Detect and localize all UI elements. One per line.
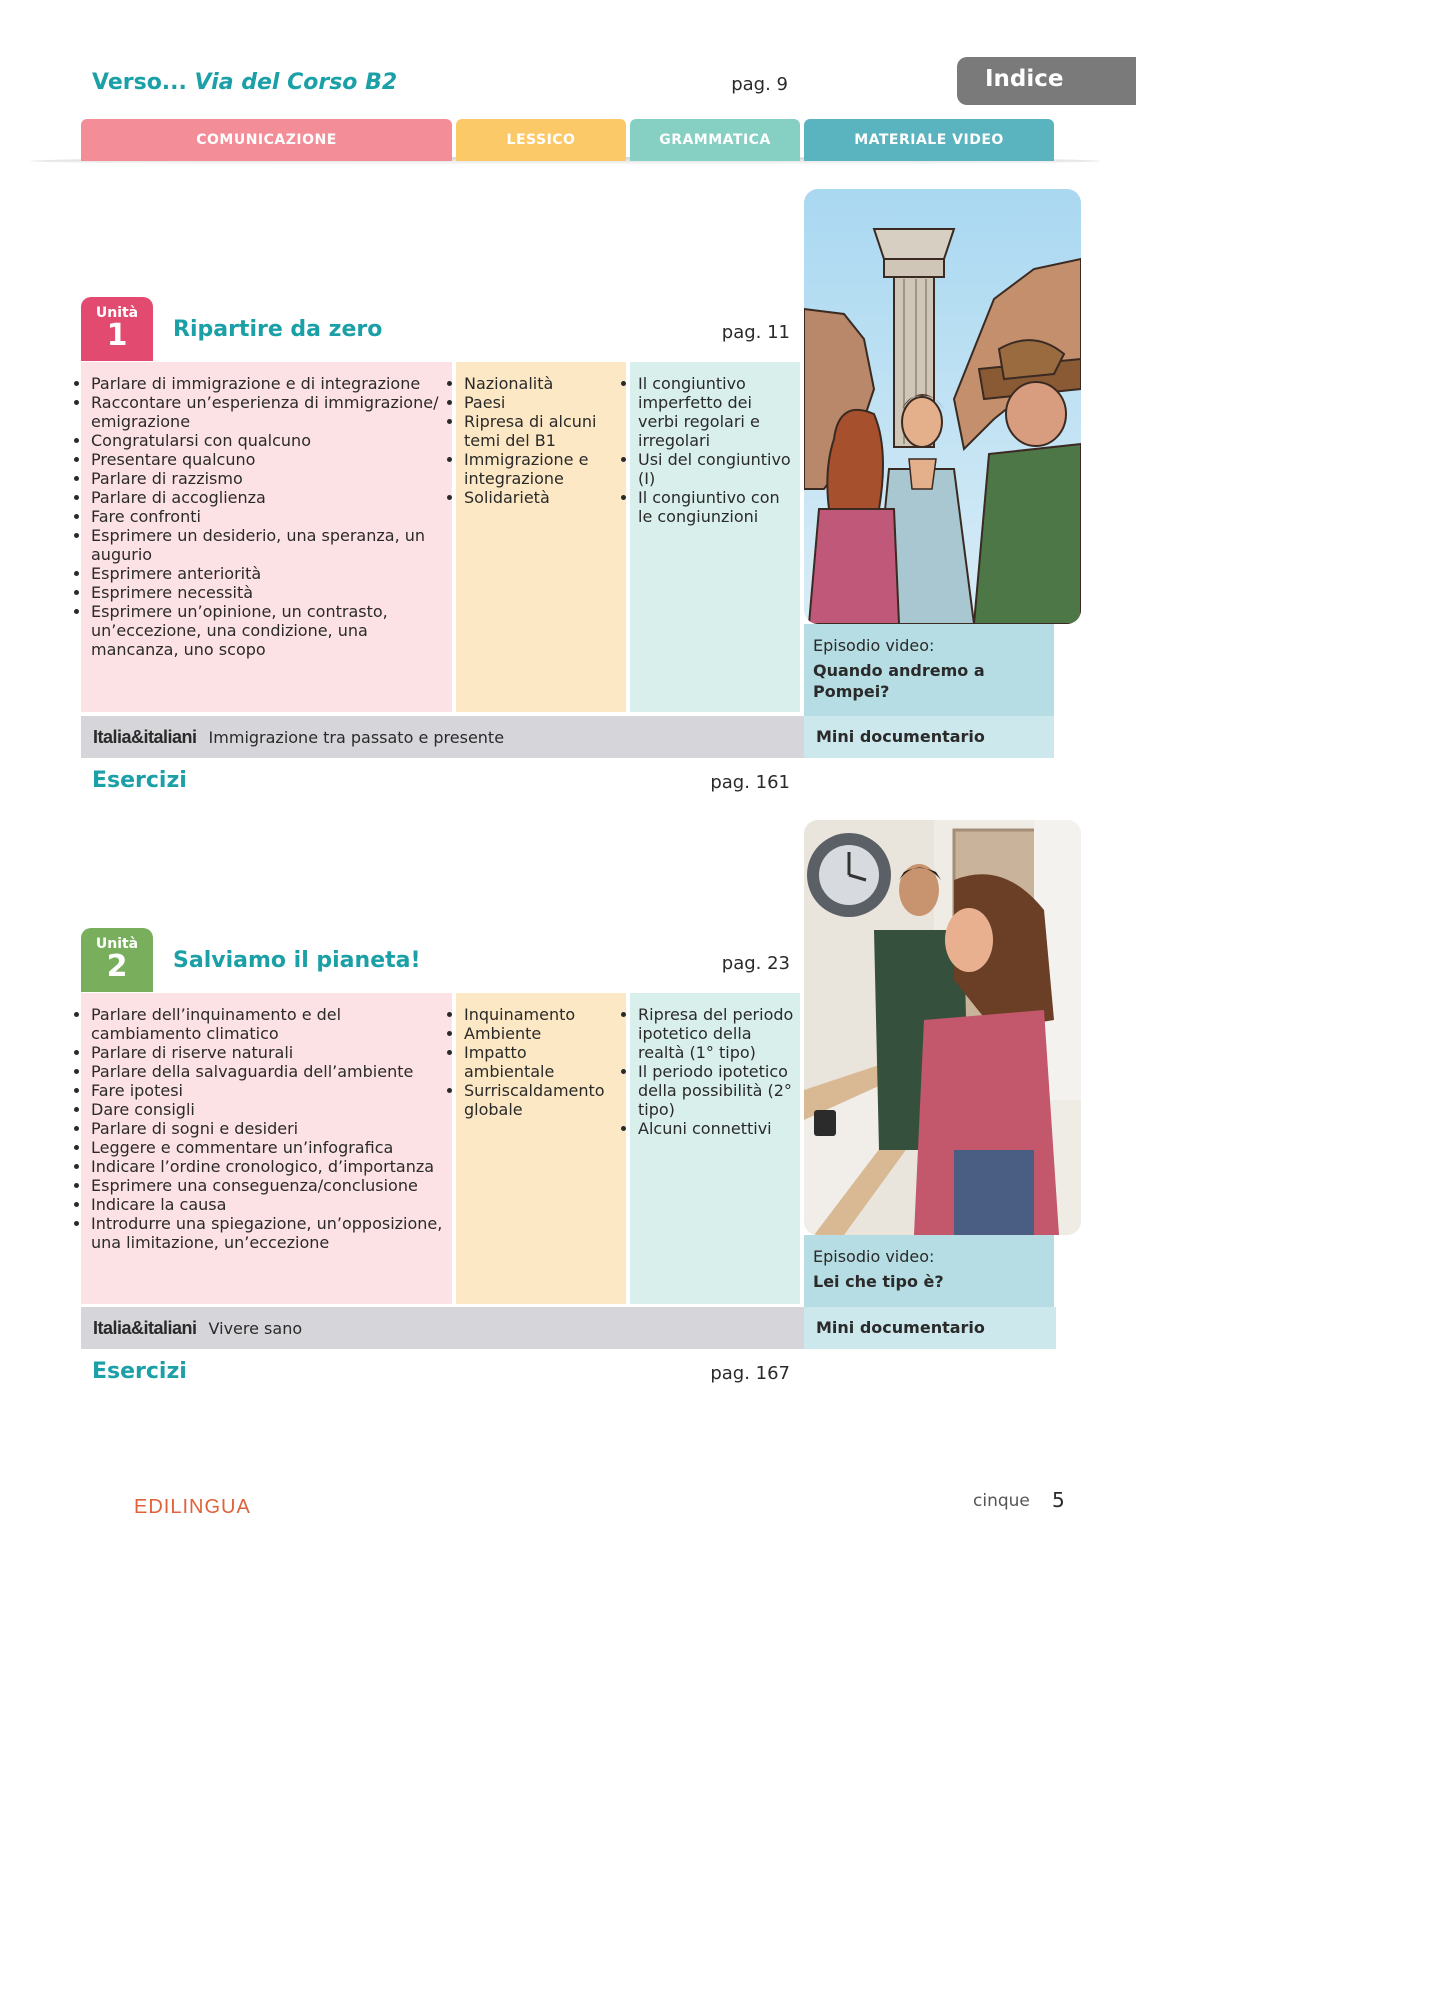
list-item: • Ambiente: [464, 1024, 622, 1043]
unit-page-ref: pag. 23: [721, 953, 790, 974]
unit-title[interactable]: Salviamo il pianeta!: [173, 948, 421, 973]
list-item: • Parlare dell’inquinamento e del cambiamento climatico: [91, 1005, 444, 1043]
video-episode-title[interactable]: Lei che tipo è?: [813, 1272, 944, 1291]
unit-label: Unità: [95, 936, 139, 952]
list-item: • Solidarietà: [464, 488, 622, 507]
esercizi-heading[interactable]: Esercizi: [92, 768, 187, 793]
esercizi-page-ref: pag. 161: [710, 772, 790, 793]
list-item: • Congratularsi con qualcuno: [91, 431, 444, 450]
unit-title[interactable]: Ripartire da zero: [173, 317, 383, 342]
italia-italiani-topic: Immigrazione tra passato e presente: [208, 727, 505, 747]
list-item: • Esprimere un’opinione, un contrasto, un’eccezione, una condizione, una mancanza, uno scopo: [91, 602, 444, 659]
list-item: • Esprimere un desiderio, una speranza, un augurio: [91, 526, 444, 564]
list-item: • Parlare di accoglienza: [91, 488, 444, 507]
page-number-word: cinque: [973, 1491, 1030, 1511]
comunicazione-list: [91, 374, 444, 659]
list-item: • Indicare l’ordine cronologico, d’importanza: [91, 1157, 444, 1176]
list-item: • Parlare di sogni e desideri: [91, 1119, 444, 1138]
header-page-ref: pag. 9: [731, 74, 788, 95]
list-item: • Il congiuntivo con le congiunzioni: [638, 488, 796, 526]
video-episode-box: [804, 624, 1054, 716]
list-item: • Esprimere anteriorità: [91, 564, 444, 583]
unit-page-ref: pag. 11: [721, 322, 790, 343]
list-item: • Il congiuntivo imperfetto dei verbi regolari e irregolari: [638, 374, 796, 450]
video-episode-label: Episodio video:: [813, 1247, 935, 1266]
list-item: • Usi del congiuntivo (I): [638, 450, 796, 488]
italia-italiani-topic: Vivere sano: [208, 1318, 303, 1338]
mini-documentario[interactable]: Mini documentario: [804, 716, 1054, 758]
lessico-list: [464, 374, 622, 507]
list-item: • Alcuni connettivi: [638, 1119, 796, 1138]
italia-italiani-brand: Italia&italiani: [93, 726, 197, 747]
list-item: • Immigrazione e integrazione: [464, 450, 622, 488]
column-header-lessico: LESSICO: [456, 119, 626, 161]
list-item: • Indicare la causa: [91, 1195, 444, 1214]
comic-illustration-svg: [804, 189, 1081, 624]
unit-badge: [81, 297, 153, 361]
unit-badge: [81, 928, 153, 992]
list-item: • Paesi: [464, 393, 622, 412]
list-item: • Fare confronti: [91, 507, 444, 526]
italia-italiani-brand: Italia&italiani: [93, 1317, 197, 1338]
esercizi-heading[interactable]: Esercizi: [92, 1359, 187, 1384]
comunicazione-cell: [81, 362, 452, 712]
list-item: • Presentare qualcuno: [91, 450, 444, 469]
publisher-logo: EDILINGUA: [134, 1496, 251, 1518]
grammatica-list: [638, 374, 796, 526]
comunicazione-cell: [81, 993, 452, 1304]
video-episode-photo: [804, 820, 1081, 1235]
list-item: • Il periodo ipotetico della possibilità (2° tipo): [638, 1062, 796, 1119]
list-item: • Ripresa di alcuni temi del B1: [464, 412, 622, 450]
video-episode-illustration: [804, 189, 1081, 624]
lessico-cell: [456, 362, 626, 712]
video-episode-box: [804, 1235, 1054, 1307]
mini-documentario[interactable]: Mini documentario: [804, 1307, 1056, 1349]
column-header-grammatica: GRAMMATICA: [630, 119, 800, 161]
unit-label: Unità: [95, 305, 139, 321]
unit-number: 2: [106, 949, 128, 984]
list-item: • Inquinamento: [464, 1005, 622, 1024]
list-item: • Esprimere una conseguenza/conclusione: [91, 1176, 444, 1195]
esercizi-page-ref: pag. 167: [710, 1363, 790, 1384]
column-header-video: MATERIALE VIDEO: [804, 119, 1054, 161]
book-title-prefix: Verso...: [92, 70, 187, 95]
grammatica-list: [638, 1005, 796, 1138]
video-episode-title[interactable]: Quando andremo a Pompei?: [813, 661, 985, 701]
italia-italiani-band: [81, 716, 804, 758]
italia-italiani-band: [81, 1307, 804, 1349]
list-item: • Leggere e commentare un’infografica: [91, 1138, 444, 1157]
page-number: 5: [1052, 1488, 1065, 1512]
lessico-list: [464, 1005, 622, 1119]
list-item: • Dare consigli: [91, 1100, 444, 1119]
book-title-italic: Via del Corso B2: [194, 70, 398, 95]
list-item: • Surriscaldamento globale: [464, 1081, 622, 1119]
list-item: • Fare ipotesi: [91, 1081, 444, 1100]
list-item: • Parlare della salvaguardia dell’ambiente: [91, 1062, 444, 1081]
list-item: • Parlare di razzismo: [91, 469, 444, 488]
list-item: • Nazionalità: [464, 374, 622, 393]
comunicazione-list: [91, 1005, 444, 1252]
lessico-cell: [456, 993, 626, 1304]
list-item: • Parlare di immigrazione e di integrazione: [91, 374, 444, 393]
list-item: • Introdurre una spiegazione, un’opposizione, una limitazione, un’eccezione: [91, 1214, 444, 1252]
list-item: • Impatto ambientale: [464, 1043, 622, 1081]
book-title: [92, 70, 397, 95]
list-item: • Ripresa del periodo ipotetico della realtà (1° tipo): [638, 1005, 796, 1062]
grammatica-cell: [630, 362, 800, 712]
kitchen-photo-svg: [804, 820, 1081, 1235]
video-episode-label: Episodio video:: [813, 636, 935, 655]
list-item: • Raccontare un’esperienza di immigrazione/ emigrazione: [91, 393, 444, 431]
list-item: • Parlare di riserve naturali: [91, 1043, 444, 1062]
indice-tab[interactable]: Indice: [957, 57, 1136, 105]
column-header-comunicazione: COMUNICAZIONE: [81, 119, 452, 161]
unit-number: 1: [106, 318, 128, 353]
grammatica-cell: [630, 993, 800, 1304]
list-item: • Esprimere necessità: [91, 583, 444, 602]
